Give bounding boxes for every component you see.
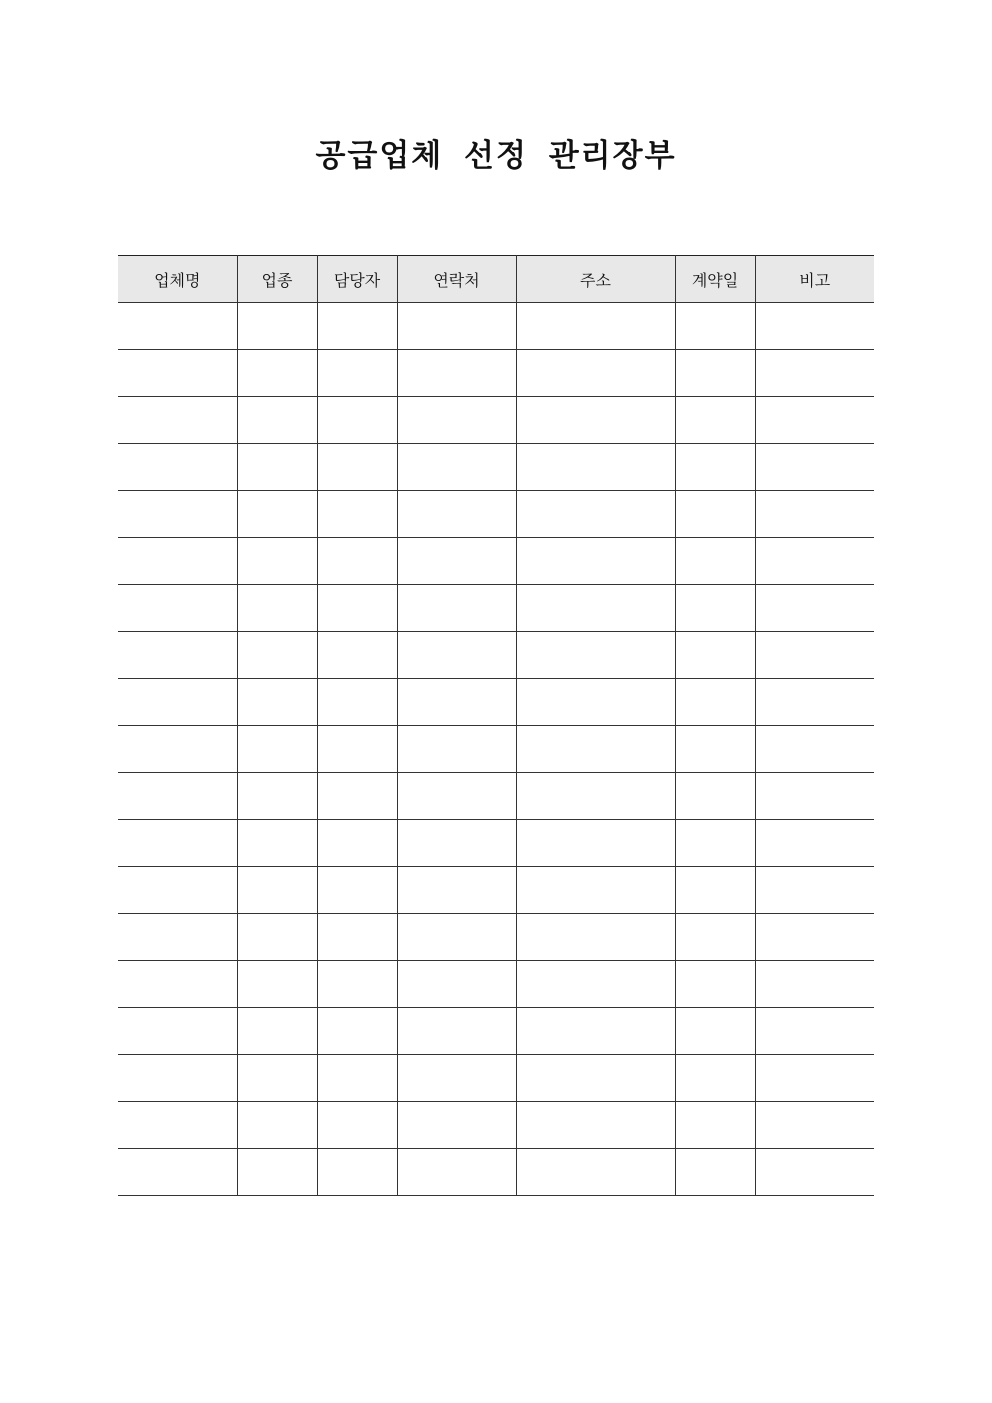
table-cell-contract-date[interactable] — [675, 1149, 755, 1196]
table-cell-contract-date[interactable] — [675, 867, 755, 914]
table-cell-company-name[interactable] — [118, 303, 237, 350]
table-cell-contact-person[interactable] — [317, 491, 397, 538]
table-cell-phone[interactable] — [397, 914, 516, 961]
table-cell-industry[interactable] — [237, 820, 317, 867]
table-body — [118, 303, 874, 1196]
table-cell-address[interactable] — [516, 961, 675, 1008]
table-cell-phone[interactable] — [397, 632, 516, 679]
table-cell-contract-date[interactable] — [675, 632, 755, 679]
table-cell-company-name[interactable] — [118, 538, 237, 585]
table-cell-address[interactable] — [516, 1055, 675, 1102]
table-cell-contract-date[interactable] — [675, 961, 755, 1008]
table-cell-company-name[interactable] — [118, 632, 237, 679]
table-cell-contact-person[interactable] — [317, 726, 397, 773]
table-cell-remarks[interactable] — [755, 397, 874, 444]
table-cell-address[interactable] — [516, 444, 675, 491]
table-cell-phone[interactable] — [397, 867, 516, 914]
table-row — [118, 585, 874, 632]
table-cell-phone[interactable] — [397, 585, 516, 632]
column-header-contract-date: 계약일 — [675, 256, 755, 303]
table-cell-phone[interactable] — [397, 679, 516, 726]
table-cell-contract-date[interactable] — [675, 1008, 755, 1055]
table-cell-contact-person[interactable] — [317, 1055, 397, 1102]
table-cell-address[interactable] — [516, 632, 675, 679]
table-cell-phone[interactable] — [397, 350, 516, 397]
table-cell-contract-date[interactable] — [675, 679, 755, 726]
table-cell-company-name[interactable] — [118, 1149, 237, 1196]
table-cell-industry[interactable] — [237, 303, 317, 350]
table-row — [118, 679, 874, 726]
table-cell-contact-person[interactable] — [317, 397, 397, 444]
table-cell-phone[interactable] — [397, 773, 516, 820]
table-cell-industry[interactable] — [237, 961, 317, 1008]
table-cell-company-name[interactable] — [118, 1102, 237, 1149]
table-cell-remarks[interactable] — [755, 1149, 874, 1196]
table-cell-company-name[interactable] — [118, 444, 237, 491]
table-cell-contact-person[interactable] — [317, 1102, 397, 1149]
table-cell-phone[interactable] — [397, 397, 516, 444]
table-row — [118, 632, 874, 679]
table-row — [118, 444, 874, 491]
table-cell-remarks[interactable] — [755, 303, 874, 350]
table-cell-contract-date[interactable] — [675, 397, 755, 444]
table-cell-remarks[interactable] — [755, 1008, 874, 1055]
table-cell-company-name[interactable] — [118, 1008, 237, 1055]
page-title: 공급업체 선정 관리장부 — [315, 138, 677, 174]
table-row — [118, 1149, 874, 1196]
table-row — [118, 867, 874, 914]
table-row — [118, 1055, 874, 1102]
table-cell-remarks[interactable] — [755, 820, 874, 867]
table-cell-contract-date[interactable] — [675, 1055, 755, 1102]
table-cell-company-name[interactable] — [118, 585, 237, 632]
table-cell-phone[interactable] — [397, 726, 516, 773]
table-cell-address[interactable] — [516, 820, 675, 867]
column-header-contact-person: 담당자 — [317, 256, 397, 303]
table-cell-industry[interactable] — [237, 1102, 317, 1149]
table-cell-contact-person[interactable] — [317, 632, 397, 679]
table-row — [118, 820, 874, 867]
table-cell-contact-person[interactable] — [317, 679, 397, 726]
supplier-ledger-table — [118, 255, 874, 1196]
column-header-address: 주소 — [516, 256, 675, 303]
table-cell-remarks[interactable] — [755, 1102, 874, 1149]
table-cell-address[interactable] — [516, 1008, 675, 1055]
table-cell-company-name[interactable] — [118, 726, 237, 773]
table-cell-industry[interactable] — [237, 867, 317, 914]
table-cell-contact-person[interactable] — [317, 1008, 397, 1055]
table-cell-phone[interactable] — [397, 1008, 516, 1055]
table-row — [118, 303, 874, 350]
table-cell-contract-date[interactable] — [675, 1102, 755, 1149]
table-cell-contract-date[interactable] — [675, 585, 755, 632]
table-cell-remarks[interactable] — [755, 632, 874, 679]
table-cell-phone[interactable] — [397, 1102, 516, 1149]
table-cell-company-name[interactable] — [118, 397, 237, 444]
table-cell-contract-date[interactable] — [675, 491, 755, 538]
table-cell-contact-person[interactable] — [317, 303, 397, 350]
table-cell-address[interactable] — [516, 867, 675, 914]
table-cell-remarks[interactable] — [755, 773, 874, 820]
table-cell-address[interactable] — [516, 491, 675, 538]
table-cell-address[interactable] — [516, 773, 675, 820]
table-cell-contract-date[interactable] — [675, 350, 755, 397]
table-cell-contact-person[interactable] — [317, 1149, 397, 1196]
table-cell-phone[interactable] — [397, 444, 516, 491]
table-cell-remarks[interactable] — [755, 914, 874, 961]
table-cell-remarks[interactable] — [755, 491, 874, 538]
table-cell-contract-date[interactable] — [675, 914, 755, 961]
table-cell-phone[interactable] — [397, 961, 516, 1008]
table-cell-address[interactable] — [516, 538, 675, 585]
table-cell-address[interactable] — [516, 397, 675, 444]
table-cell-remarks[interactable] — [755, 867, 874, 914]
table-cell-industry[interactable] — [237, 585, 317, 632]
table-cell-industry[interactable] — [237, 1149, 317, 1196]
table-cell-phone[interactable] — [397, 303, 516, 350]
table-cell-contact-person[interactable] — [317, 961, 397, 1008]
table-cell-industry[interactable] — [237, 538, 317, 585]
table-cell-industry[interactable] — [237, 444, 317, 491]
table-cell-contact-person[interactable] — [317, 444, 397, 491]
table-cell-contract-date[interactable] — [675, 820, 755, 867]
table-cell-remarks[interactable] — [755, 538, 874, 585]
table-cell-phone[interactable] — [397, 1149, 516, 1196]
table-cell-address[interactable] — [516, 350, 675, 397]
table-cell-phone[interactable] — [397, 820, 516, 867]
table-cell-company-name[interactable] — [118, 867, 237, 914]
table-cell-remarks[interactable] — [755, 961, 874, 1008]
table-cell-contact-person[interactable] — [317, 914, 397, 961]
table-cell-remarks[interactable] — [755, 679, 874, 726]
table-cell-remarks[interactable] — [755, 350, 874, 397]
table-cell-company-name[interactable] — [118, 773, 237, 820]
table-cell-industry[interactable] — [237, 914, 317, 961]
table-row — [118, 773, 874, 820]
table-cell-address[interactable] — [516, 585, 675, 632]
table-row — [118, 961, 874, 1008]
table-cell-phone[interactable] — [397, 1055, 516, 1102]
table-cell-phone[interactable] — [397, 538, 516, 585]
table-cell-company-name[interactable] — [118, 820, 237, 867]
table-cell-contract-date[interactable] — [675, 444, 755, 491]
table-row — [118, 397, 874, 444]
table-row — [118, 350, 874, 397]
table-cell-contract-date[interactable] — [675, 726, 755, 773]
table-cell-address[interactable] — [516, 1102, 675, 1149]
table-row — [118, 1102, 874, 1149]
table-cell-industry[interactable] — [237, 773, 317, 820]
table-cell-company-name[interactable] — [118, 961, 237, 1008]
table-cell-industry[interactable] — [237, 1008, 317, 1055]
column-header-remarks: 비고 — [755, 256, 874, 303]
table-row — [118, 538, 874, 585]
table-cell-contract-date[interactable] — [675, 538, 755, 585]
column-header-industry: 업종 — [237, 256, 317, 303]
table-cell-address[interactable] — [516, 679, 675, 726]
table-cell-industry[interactable] — [237, 726, 317, 773]
table-cell-remarks[interactable] — [755, 726, 874, 773]
table-cell-contact-person[interactable] — [317, 773, 397, 820]
table-cell-company-name[interactable] — [118, 914, 237, 961]
table-cell-industry[interactable] — [237, 491, 317, 538]
table-cell-contact-person[interactable] — [317, 820, 397, 867]
table-cell-contact-person[interactable] — [317, 585, 397, 632]
table-cell-remarks[interactable] — [755, 444, 874, 491]
table-row — [118, 914, 874, 961]
table-cell-remarks[interactable] — [755, 585, 874, 632]
table-cell-company-name[interactable] — [118, 1055, 237, 1102]
column-header-phone: 연락처 — [397, 256, 516, 303]
table-cell-contact-person[interactable] — [317, 350, 397, 397]
column-header-company-name: 업체명 — [118, 256, 237, 303]
table-cell-address[interactable] — [516, 1149, 675, 1196]
table-cell-phone[interactable] — [397, 491, 516, 538]
table-cell-company-name[interactable] — [118, 679, 237, 726]
table-cell-company-name[interactable] — [118, 491, 237, 538]
table-cell-address[interactable] — [516, 914, 675, 961]
table-row — [118, 726, 874, 773]
table-cell-contract-date[interactable] — [675, 303, 755, 350]
table-header-row — [118, 256, 874, 303]
table-cell-address[interactable] — [516, 726, 675, 773]
table-row — [118, 1008, 874, 1055]
table-cell-company-name[interactable] — [118, 350, 237, 397]
table-cell-industry[interactable] — [237, 632, 317, 679]
table-cell-contract-date[interactable] — [675, 773, 755, 820]
table-cell-industry[interactable] — [237, 1055, 317, 1102]
table-cell-industry[interactable] — [237, 679, 317, 726]
table-cell-contact-person[interactable] — [317, 538, 397, 585]
table-cell-address[interactable] — [516, 303, 675, 350]
table-cell-contact-person[interactable] — [317, 867, 397, 914]
table-row — [118, 491, 874, 538]
table-cell-remarks[interactable] — [755, 1055, 874, 1102]
table-cell-industry[interactable] — [237, 397, 317, 444]
table-cell-industry[interactable] — [237, 350, 317, 397]
